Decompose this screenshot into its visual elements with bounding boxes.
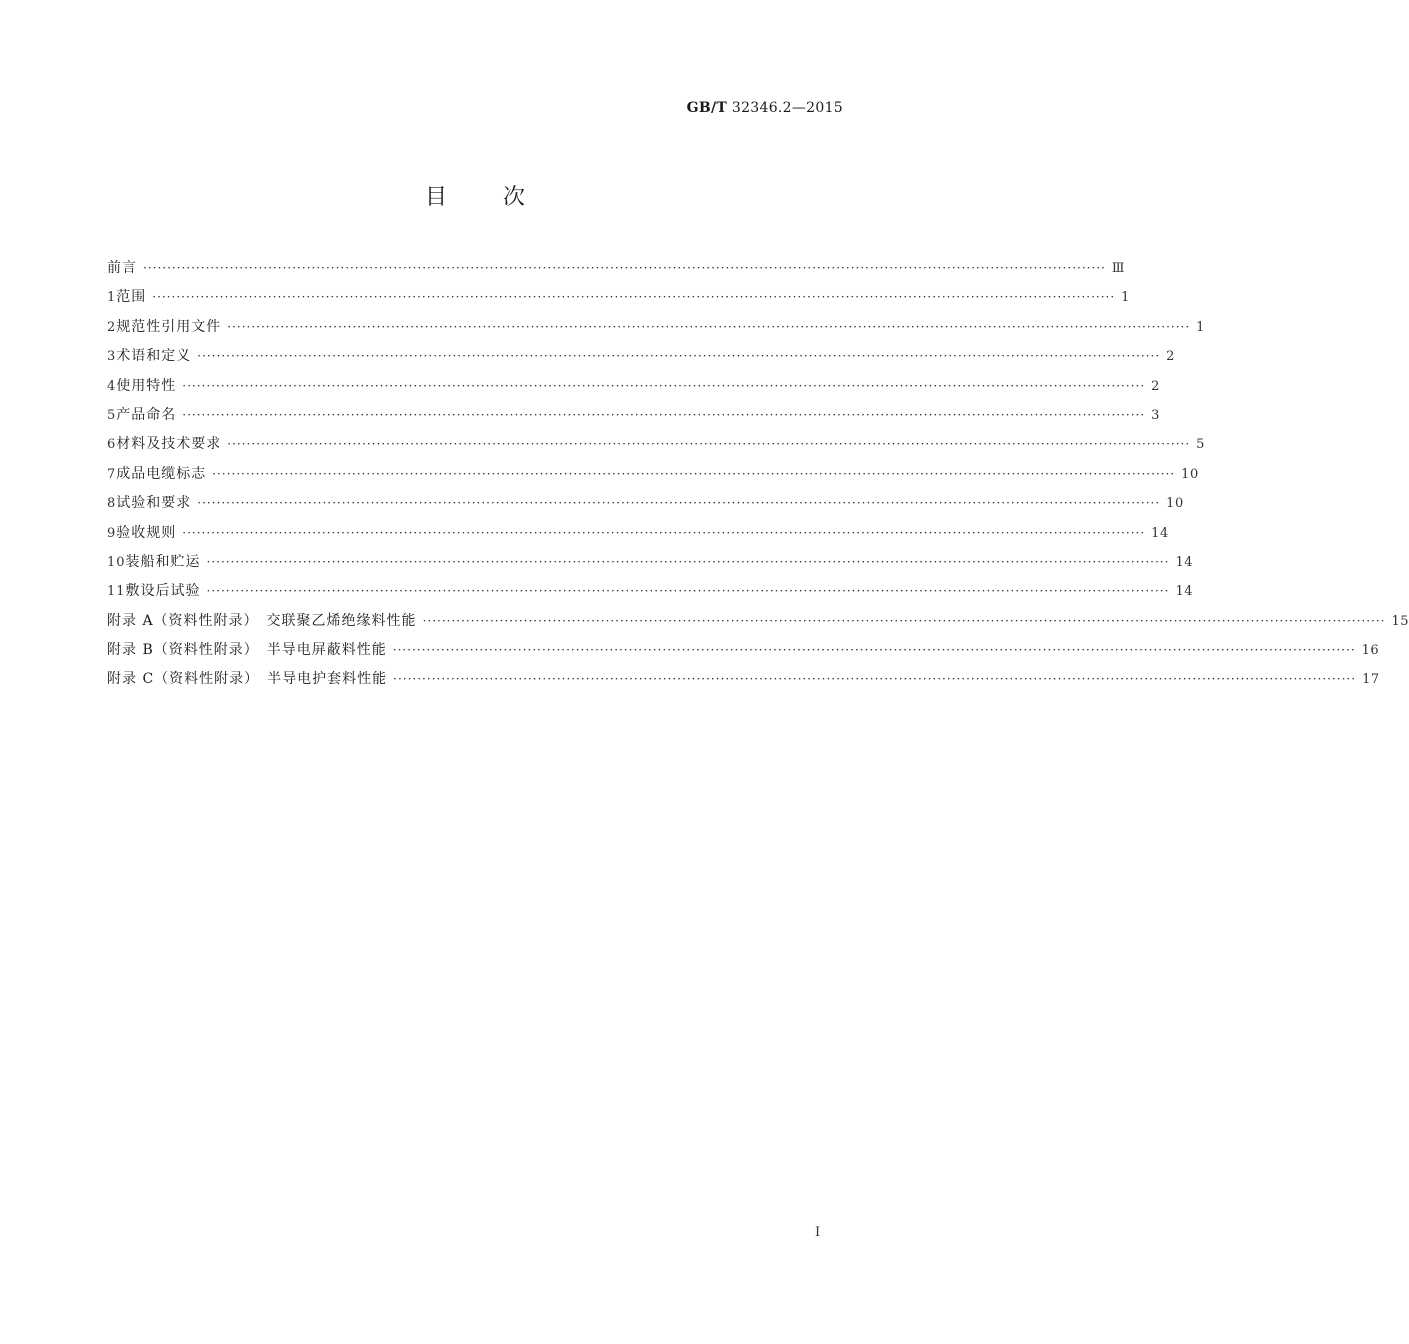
toc-entry-number: 10 [107, 554, 126, 570]
toc-entry-number: 7 [107, 466, 117, 482]
toc-entry-number: 1 [107, 290, 117, 306]
page-number: I [815, 1225, 821, 1240]
title-char-2: 次 [503, 185, 526, 210]
toc-entry-page: 2 [1151, 378, 1160, 394]
toc-entry-number: 4 [107, 378, 117, 394]
toc-dot-leader: ········································································································································································································ [182, 378, 1146, 393]
toc-entry-label: 验收规则 [116, 524, 177, 541]
standard-number: 32346.2—2015 [731, 100, 843, 116]
toc-dot-leader: ········································································································································································································ [422, 613, 1386, 628]
toc-entry-label: 附录 C（资料性附录） 半导电护套料性能 [107, 671, 388, 688]
toc-entry-label: 附录 A（资料性附录） 交联聚乙烯绝缘料性能 [107, 612, 417, 629]
toc-entry-page: Ⅲ [1111, 261, 1125, 276]
toc-entry[interactable] [107, 257, 1125, 286]
toc-entry-label: 术语和定义 [116, 348, 192, 365]
toc-entry-page: 3 [1151, 407, 1160, 423]
toc-entry-page: 14 [1175, 584, 1193, 600]
toc-entry-page: 14 [1151, 525, 1169, 541]
toc-entry-page: 10 [1166, 496, 1184, 512]
toc-entry-page: 2 [1166, 349, 1175, 365]
toc-dot-leader: ········································································································································································································ [197, 349, 1161, 364]
toc-entry-number: 9 [107, 525, 117, 541]
toc-entry-page: 15 [1391, 613, 1409, 629]
toc-entry[interactable] [107, 492, 1184, 521]
toc-dot-leader: ········································································································································································································ [206, 554, 1170, 569]
toc-entry[interactable] [107, 404, 1160, 433]
toc-entry-number: 6 [107, 437, 117, 453]
toc-entry-page: 1 [1121, 290, 1130, 306]
toc-entry[interactable] [107, 639, 1380, 668]
toc-entry-label: 附录 B（资料性附录） 半导电屏蔽料性能 [107, 642, 387, 659]
toc-dot-leader: ········································································································································································································ [182, 407, 1146, 422]
toc-entry-page: 1 [1196, 319, 1205, 335]
toc-entry[interactable] [107, 433, 1205, 462]
toc-entry[interactable] [107, 610, 1409, 639]
toc-entry-label: 装船和贮运 [125, 553, 201, 570]
toc-entry[interactable] [107, 316, 1205, 345]
toc-entry[interactable] [107, 286, 1130, 315]
toc-entry-label: 成品电缆标志 [116, 465, 207, 482]
toc-entry-number: 2 [107, 319, 117, 335]
toc-dot-leader: ········································································································································································································ [393, 672, 1357, 687]
toc-entry-page: 14 [1175, 554, 1193, 570]
table-of-contents [107, 257, 1409, 698]
toc-entry-page: 17 [1362, 672, 1380, 688]
toc-entry-page: 10 [1181, 466, 1199, 482]
toc-entry[interactable] [107, 463, 1199, 492]
toc-entry-label: 前言 [107, 260, 137, 276]
toc-dot-leader: ········································································································································································································ [392, 643, 1356, 658]
toc-dot-leader: ········································································································································································································ [182, 525, 1146, 540]
page-title [0, 180, 950, 211]
toc-entry-label: 试验和要求 [116, 495, 192, 512]
toc-entry-page: 5 [1196, 437, 1205, 453]
toc-entry[interactable] [107, 668, 1380, 697]
toc-entry-label: 使用特性 [116, 377, 177, 394]
toc-entry[interactable] [107, 375, 1160, 404]
toc-entry-number: 8 [107, 496, 117, 512]
toc-entry[interactable] [107, 522, 1169, 551]
toc-dot-leader: ········································································································································································································ [227, 437, 1191, 452]
toc-dot-leader: ········································································································································································································ [143, 261, 1106, 275]
toc-dot-leader: ········································································································································································································ [206, 584, 1170, 599]
title-char-1: 目 [424, 185, 447, 210]
toc-entry-number: 3 [107, 349, 117, 365]
toc-dot-leader: ········································································································································································································ [197, 496, 1161, 511]
toc-entry[interactable] [107, 345, 1175, 374]
toc-entry-number: 11 [107, 584, 126, 600]
toc-entry-page: 16 [1361, 643, 1380, 659]
toc-entry-label: 敷设后试验 [125, 583, 201, 600]
toc-entry-label: 材料及技术要求 [116, 436, 222, 453]
toc-dot-leader: ········································································································································································································ [212, 466, 1176, 481]
toc-entry-label: 产品命名 [116, 406, 177, 423]
toc-entry-label: 范围 [116, 289, 147, 306]
toc-entry-number: 5 [107, 407, 117, 423]
toc-dot-leader: ········································································································································································································ [227, 319, 1191, 334]
toc-entry[interactable] [107, 580, 1193, 609]
toc-entry-label: 规范性引用文件 [116, 318, 222, 335]
standard-code [687, 100, 843, 116]
standard-prefix: GB/T [686, 100, 728, 116]
toc-entry[interactable] [107, 551, 1193, 580]
toc-dot-leader: ········································································································································································································ [152, 290, 1116, 305]
